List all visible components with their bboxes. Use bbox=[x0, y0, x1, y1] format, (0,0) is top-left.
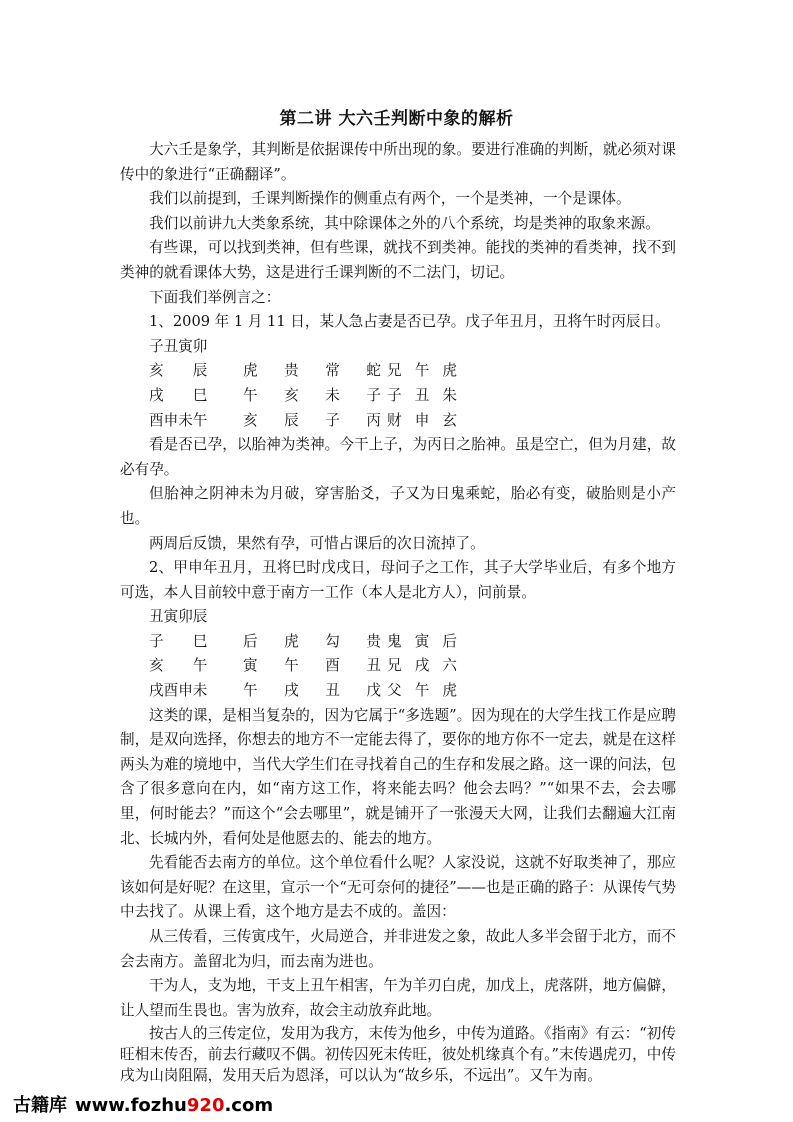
chart1-lesson: 午 亥 未 子 bbox=[243, 386, 381, 404]
chart2-heading: 丑寅卯辰 bbox=[149, 608, 208, 626]
footer-url[interactable]: www.fozhu920.com bbox=[75, 1095, 274, 1116]
chart1-row bbox=[149, 359, 676, 384]
chart2-row bbox=[149, 654, 676, 679]
site-footer bbox=[13, 1091, 273, 1117]
lecture-body bbox=[120, 138, 676, 1086]
paragraph-2: 我们以前提到，壬课判断操作的侧重点有两个，一个是类神，一个是课体。 bbox=[149, 190, 631, 208]
paragraph-9: 两周后反馈，果然有孕，可惜占课后的次日流掉了。 bbox=[149, 534, 485, 552]
paragraph-1: 大六壬是象学，其判断是依据课传中所出现的象。要进行准确的判断，就必须对课传中的象进行“正确翻译”。 bbox=[120, 141, 676, 183]
chart1-cell: 酉申未午 bbox=[149, 411, 208, 429]
chart2-lesson: 后 虎 勾 贵 bbox=[243, 632, 381, 650]
paragraph-12: 先看能否去南方的单位。这个单位看什么呢？人家没说，这就不好取类神了，那应该如何是好呢？在这里，宣示一个“无可奈何的捷径”——也是正确的路子：从课传气势中去找了。从课上看，这个地方是去不成的。盖因： bbox=[120, 854, 676, 921]
chart1-lesson: 亥 辰 子 丙 bbox=[243, 411, 381, 429]
chart1-transmission: 财 申 玄 bbox=[387, 411, 457, 429]
chart2-grid bbox=[120, 630, 676, 704]
chart2-lesson: 午 戌 丑 戊 bbox=[243, 682, 381, 700]
chart1-row bbox=[149, 384, 676, 409]
chart2-row bbox=[149, 679, 676, 704]
chart1-transmission: 子 丑 朱 bbox=[387, 386, 457, 404]
chart1-cell: 亥 辰 bbox=[149, 362, 208, 380]
chart2-cell: 亥 午 bbox=[149, 657, 208, 675]
paragraph-13: 从三传看，三传寅戌午，火局逆合，并非进发之象，故此人多半会留于北方，而不会去南方。盖留北为归，而去南为进也。 bbox=[120, 928, 676, 970]
lecture-title: 第二讲 大六壬判断中象的解析 bbox=[279, 109, 514, 129]
paragraph-6: 1、2009 年 1 月 11 日，某人急占妻是否已孕。戊子年丑月，丑将午时丙辰日。 bbox=[149, 313, 670, 331]
paragraph-14: 干为人，支为地，干支上丑午相害，午为羊刃白虎，加戊上，虎落阱，地方偏僻，让人望而生畏也。害为放弃，故会主动放弃此地。 bbox=[120, 977, 676, 1019]
paragraph-15: 按古人的三传定位，发用为我方，末传为他乡，中传为道路。《指南》有云：“初传旺相末传否，前去行藏叹不偶。初传囚死末传旺，彼处机缘真个有。”末传遇虎刃，中传戌为山岗阻隔，发用天后为恩泽，可以认为“故乡乐，不远出”。又午为南。 bbox=[120, 1025, 676, 1085]
chart1-transmission: 兄 午 虎 bbox=[387, 362, 457, 380]
chart2-cell: 子 巳 bbox=[149, 632, 208, 650]
paragraph-8: 但胎神之阴神未为月破，穿害胎爻，子又为日鬼乘蛇，胎必有变，破胎则是小产也。 bbox=[120, 485, 676, 527]
chart1-grid bbox=[120, 359, 676, 433]
chart1-lesson: 虎 贵 常 蛇 bbox=[243, 362, 381, 380]
chart1-heading: 子丑寅卯 bbox=[149, 337, 208, 355]
chart1-cell: 戌 巳 bbox=[149, 386, 208, 404]
chart2-transmission: 父 午 虎 bbox=[387, 682, 457, 700]
paragraph-11: 这类的课，是相当复杂的，因为它属于“多选题”。因为现在的大学生找工作是应聘制，是双向选择，你想去的地方不一定能去得了，要你的地方你不一定去，就是在这样两头为难的境地中，当代大学生们在寻找着自己的生存和发展之路。这一课的问法，包含了很多意向在内，如“南方这工作，将来能去吗？他会去吗？”“如果不去，会去哪里，何时能去？”而这个“会去哪里”，就是铺开了一张漫天大网，让我们去翻遍大江南北、长城内外，看何处是他愿去的、能去的地方。 bbox=[120, 706, 676, 847]
paragraph-4: 有些课，可以找到类神，但有些课，就找不到类神。能找的类神的看类神，找不到类神的就看课体大势，这是进行壬课判断的不二法门，切记。 bbox=[120, 239, 676, 281]
chart2-cell: 戌酉申未 bbox=[149, 682, 208, 700]
paragraph-3: 我们以前讲九大类象系统，其中除课体之外的八个系统，均是类神的取象来源。 bbox=[149, 214, 660, 232]
chart2-transmission: 鬼 寅 后 bbox=[387, 632, 457, 650]
chart2-lesson: 寅 午 酉 丑 bbox=[243, 657, 381, 675]
chart2-row bbox=[149, 630, 676, 655]
chart1-row bbox=[149, 409, 676, 434]
paragraph-7: 看是否已孕，以胎神为类神。今干上子，为丙日之胎神。虽是空亡，但为月建，故必有孕。 bbox=[120, 436, 676, 478]
chart2-transmission: 兄 戌 六 bbox=[387, 657, 457, 675]
paragraph-10: 2、甲申年丑月，丑将巳时戊戌日，母问子之工作，其子大学毕业后，有多个地方可选，本人目前较中意于南方一工作（本人是北方人），问前景。 bbox=[120, 559, 676, 601]
footer-brand: 古籍库 bbox=[13, 1095, 67, 1116]
paragraph-5: 下面我们举例言之： bbox=[149, 288, 281, 306]
